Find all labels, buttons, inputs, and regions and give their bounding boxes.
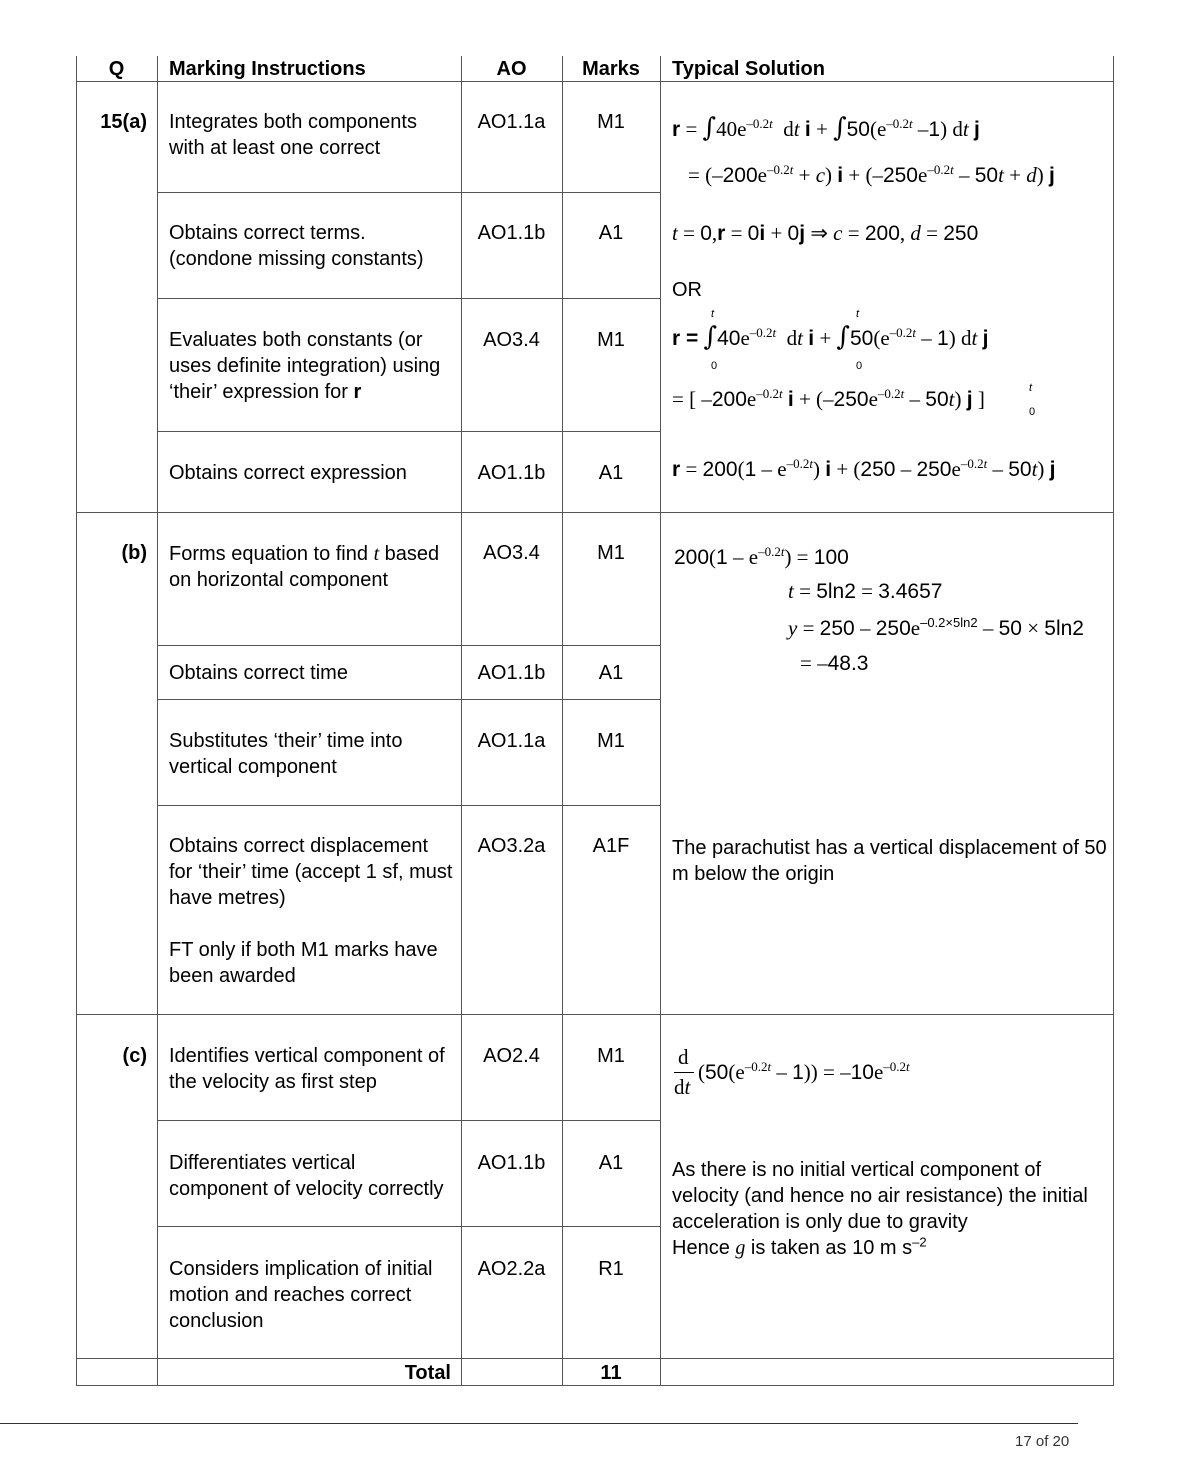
instruction-b1 [169, 541, 454, 593]
solution-a-integrated: = $(-200e^{-0.2t} + c) i + (-250e^{-0.2t} - 50t + d)$ j [688, 162, 1055, 187]
fraction-denominator: dt [674, 1075, 691, 1099]
gravity-text-start: Hence [672, 1237, 736, 1259]
row-divider [157, 431, 661, 432]
instruction-a3-bold: r [353, 381, 362, 403]
mark-b2: A1 [598, 662, 624, 684]
limit-lower: 0 [711, 360, 718, 372]
limit-lower: 0 [856, 360, 863, 372]
instruction-a4: Obtains correct expression [169, 462, 407, 484]
solution-c-gravity [672, 1235, 927, 1261]
table-border [76, 512, 1114, 513]
ao-b1: AO3.4 [483, 542, 540, 564]
solution-a-constants: t = 0,r = 0i + 0j ⇒ c = 200, d = 250 [672, 221, 979, 245]
solution-c-conclusion: As there is no initial vertical component of velocity (and hence no air resistance) the initial acceleration is only due to gravity [672, 1159, 1088, 1233]
table-border [76, 1358, 1114, 1359]
ao-b4: AO3.2a [477, 835, 546, 857]
gravity-exponent: –2 [912, 1234, 927, 1250]
instruction-a3-text: Evaluates both constants (or uses definite integration) using ‘their’ expression for [169, 329, 441, 403]
solution-a-integral: $r = \int 40e^{-0.2t}$ dt $i + \int 50(e^{-0.2t}$ –1) dt j [672, 113, 980, 143]
table-border [157, 56, 158, 1386]
row-divider [157, 1226, 661, 1227]
table-border [461, 56, 462, 1386]
mark-a2: A1 [598, 222, 624, 244]
part-a-label: 15(a) [100, 111, 147, 133]
instruction-b4: Obtains correct displacement for ‘their’ time (accept 1 sf, must have metres) [169, 835, 453, 909]
mark-c1: M1 [597, 1045, 625, 1067]
gravity-var: g [735, 1237, 746, 1259]
mark-c2: A1 [598, 1152, 624, 1174]
instruction-b1-var: t [373, 543, 380, 565]
header-ao: AO [496, 58, 527, 80]
table-border [76, 56, 77, 1386]
instruction-b2: Obtains correct time [169, 662, 348, 684]
mark-b3: M1 [597, 730, 625, 752]
gravity-text-end: is taken as 10 m s [745, 1237, 913, 1259]
table-border [562, 56, 563, 1386]
header-instructions: Marking Instructions [169, 58, 366, 80]
solution-a-result: $r = 200(1 - e^{-0.2t})$ $i + (250 - 250e^{-0.2t} - 50t)$ j [672, 456, 1056, 481]
header-solution: Typical Solution [672, 58, 825, 80]
table-border [1113, 56, 1114, 1386]
mark-b1: M1 [597, 542, 625, 564]
instruction-a2: Obtains correct terms. (condone missing constants) [169, 222, 424, 270]
part-b-label: (b) [121, 542, 147, 564]
limit-upper: t [711, 308, 715, 320]
row-divider [157, 298, 661, 299]
table-border [76, 1014, 1114, 1015]
instruction-a3 [169, 327, 454, 405]
fraction-numerator: d [678, 1045, 689, 1069]
total-label: Total [404, 1362, 451, 1384]
instruction-b1-rest: based on horizontal component [169, 543, 440, 591]
solution-a-or: OR [672, 279, 702, 301]
instruction-b3: Substitutes ‘their’ time into vertical component [169, 730, 403, 778]
mark-a3: M1 [597, 329, 625, 351]
ao-a3: AO3.4 [483, 329, 540, 351]
total-marks: 11 [600, 1362, 622, 1384]
limit-lower: 0 [1029, 406, 1036, 418]
ao-a4: AO1.1b [477, 462, 546, 484]
solution-b-equation: $200(1 - e^{-0.2t}) = 100$ [674, 544, 849, 569]
limit-upper: t [1029, 382, 1033, 394]
fraction-bar [674, 1072, 694, 1073]
instruction-a1: Integrates both components with at least one correct [169, 111, 417, 159]
ao-c2: AO1.1b [477, 1152, 546, 1174]
ao-a1: AO1.1a [477, 111, 546, 133]
mark-a1: M1 [597, 111, 625, 133]
row-divider [157, 645, 661, 646]
ao-c3: AO2.2a [477, 1258, 546, 1280]
solution-a-evaluated: = [ $-200e^{-0.2t}$ $i + (-250e^{-0.2t} - 50t)$ j ] [672, 386, 985, 411]
ao-a2: AO1.1b [477, 222, 546, 244]
table-border [660, 56, 661, 1386]
solution-a-definite: $r = \int 40e^{-0.2t}$ dt $i + \int 50(e^{-0.2t} - 1)$ dt j [672, 322, 989, 352]
row-divider [157, 192, 661, 193]
header-marks: Marks [582, 58, 640, 80]
mark-b4: A1F [592, 835, 630, 857]
row-divider [157, 699, 661, 700]
ao-b3: AO1.1a [477, 730, 546, 752]
mark-scheme-table [76, 56, 1114, 1386]
solution-b-displacement: $y = 250 - 250e^{-0.2\times 5ln2} - 50 \times 5\ln 2$ [788, 615, 1084, 640]
row-divider [157, 1120, 661, 1121]
instruction-c3: Considers implication of initial motion and reaches correct conclusion [169, 1258, 433, 1332]
instruction-b4-ft: FT only if both M1 marks have been awarded [169, 939, 438, 987]
ao-c1: AO2.4 [483, 1045, 540, 1067]
instruction-b1-text: Forms equation to find [169, 543, 374, 565]
solution-b-value: = –48.3 [800, 651, 869, 675]
instruction-c2: Differentiates vertical component of velocity correctly [169, 1152, 444, 1200]
row-divider [157, 805, 661, 806]
part-c-label: (c) [122, 1045, 147, 1067]
ao-b2: AO1.1b [477, 662, 546, 684]
instruction-c1: Identifies vertical component of the velocity as first step [169, 1045, 445, 1093]
footer-rule [0, 1423, 1078, 1424]
solution-b-time: t = 5ln2 = 3.4657 [788, 579, 943, 603]
page-number: 17 of 20 [1015, 1433, 1070, 1450]
header-q: Q [108, 58, 125, 80]
solution-b-conclusion: The parachutist has a vertical displacement of 50 m below the origin [672, 837, 1107, 885]
mark-a4: A1 [598, 462, 624, 484]
derivative-expression: $(50(e^{-0.2t} - 1)) = -10e^{-0.2t}$ [698, 1059, 910, 1084]
limit-upper: t [856, 308, 860, 320]
mark-c3: R1 [598, 1258, 624, 1280]
